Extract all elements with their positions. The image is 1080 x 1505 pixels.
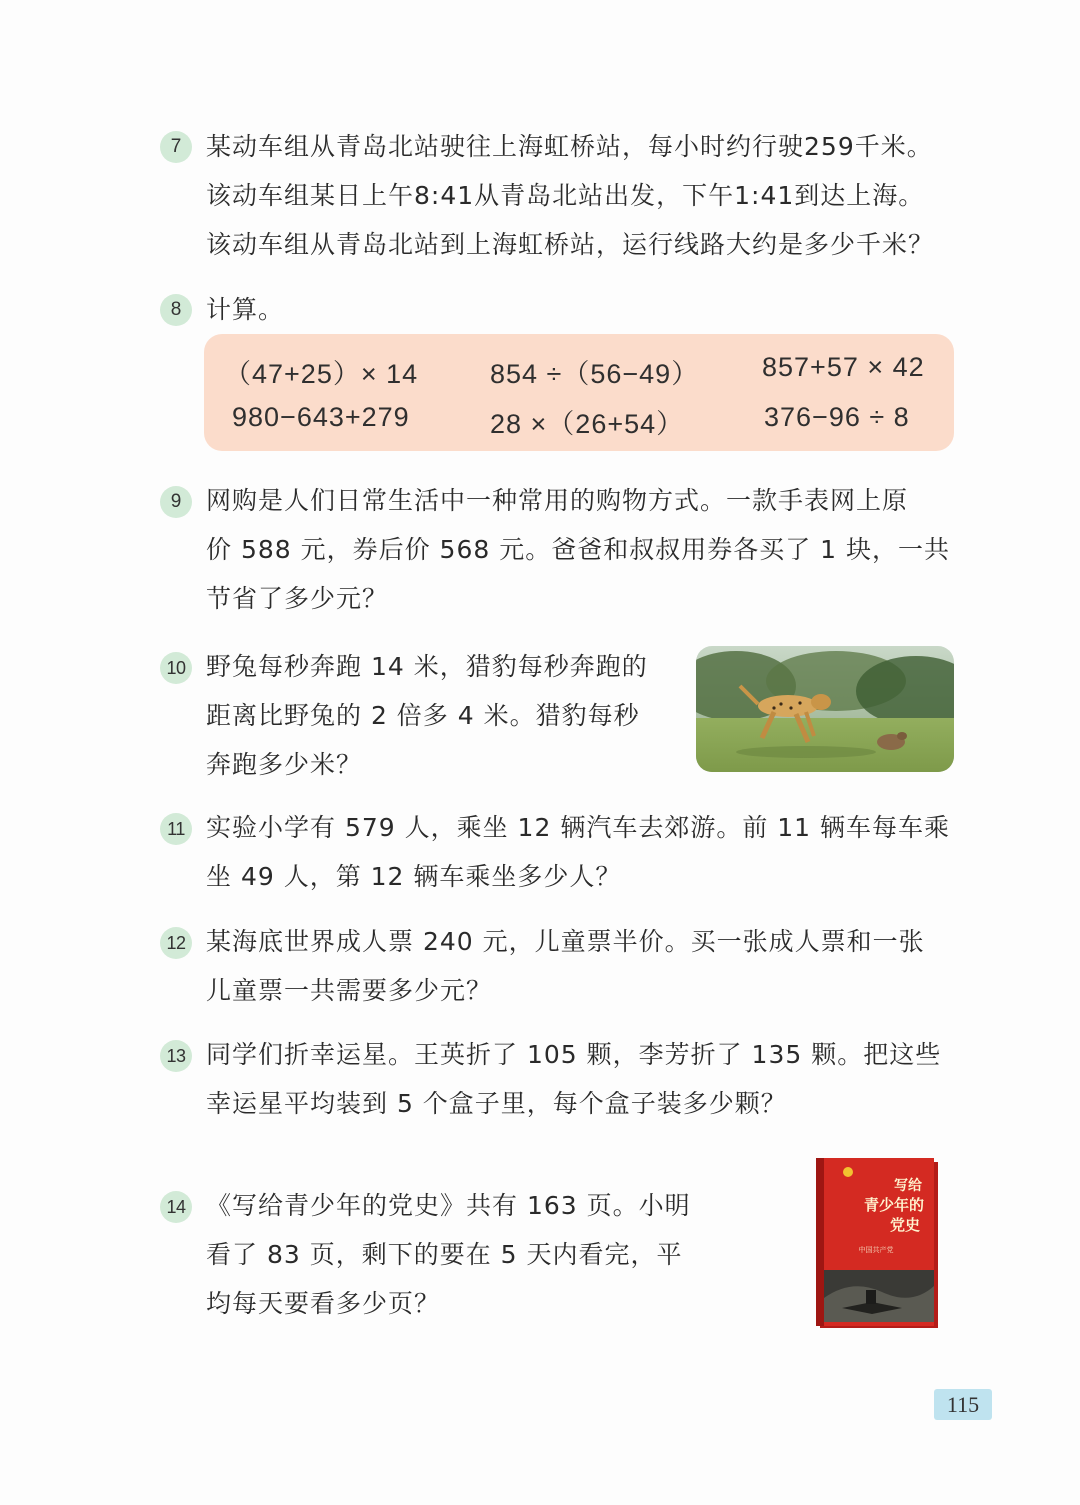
book-title-line: 党史 bbox=[889, 1216, 920, 1234]
cheetah-rabbit-photo bbox=[696, 646, 954, 772]
problem-number: 9 bbox=[160, 486, 192, 518]
text-line: 均每天要看多少页？ bbox=[206, 1289, 441, 1318]
problem-number: 13 bbox=[160, 1040, 192, 1072]
text-line: 儿童票一共需要多少元？ bbox=[206, 976, 493, 1005]
text-line: 该动车组某日上午8:41从青岛北站出发，下午1:41到达上海。 bbox=[206, 181, 925, 210]
text-line: 某海底世界成人票 240 元，儿童票半价。买一张成人票和一张 bbox=[206, 927, 925, 956]
text-line: 距离比野兔的 2 倍多 4 米。猎豹每秒 bbox=[206, 701, 640, 730]
problem-text bbox=[206, 642, 648, 789]
text-line: 网购是人们日常生活中一种常用的购物方式。一款手表网上原 bbox=[206, 486, 909, 515]
problem-number: 8 bbox=[160, 294, 192, 326]
text-line: 实验小学有 579 人，乘坐 12 辆汽车去郊游。前 11 辆车每车乘 bbox=[206, 813, 951, 842]
calculation-item: 857+57 × 42 bbox=[762, 352, 925, 382]
book-title-line: 青少年的 bbox=[863, 1196, 924, 1214]
text-line: 奔跑多少米？ bbox=[206, 750, 363, 779]
calculation-item: 376−96 ÷ 8 bbox=[764, 402, 910, 432]
problem-number: 12 bbox=[160, 927, 192, 959]
text-line: 看了 83 页，剩下的要在 5 天内看完，平 bbox=[206, 1240, 683, 1269]
calculation-item: 980−643+279 bbox=[232, 402, 410, 432]
calculation-box bbox=[204, 334, 954, 451]
problem-text bbox=[206, 476, 950, 623]
book-title-line: 写给 bbox=[894, 1178, 922, 1194]
calculation-item: 28 ×（26+54） bbox=[490, 409, 685, 439]
text-line: 坐 49 人，第 12 辆车乘坐多少人？ bbox=[206, 862, 622, 891]
calculation-item: （47+25）× 14 bbox=[224, 359, 419, 389]
book-subtitle: 中国共产党 bbox=[858, 1246, 894, 1254]
problem-text bbox=[206, 803, 950, 901]
text-line: 野兔每秒奔跑 14 米，猎豹每秒奔跑的 bbox=[206, 652, 648, 681]
problem-text bbox=[206, 1030, 941, 1128]
text-line: 价 588 元，券后价 568 元。爸爸和叔叔用券各买了 1 块，一共 bbox=[206, 535, 951, 564]
problem-number: 14 bbox=[160, 1191, 192, 1223]
problem-number: 11 bbox=[160, 813, 192, 845]
page-number-badge: 115 bbox=[934, 1389, 992, 1420]
text-line: 计算。 bbox=[206, 295, 285, 324]
text-line: 《写给青少年的党史》共有 163 页。小明 bbox=[206, 1191, 691, 1220]
problem-text bbox=[206, 285, 284, 334]
problem-text bbox=[206, 1181, 691, 1328]
text-line: 节省了多少元？ bbox=[206, 584, 389, 613]
text-line: 该动车组从青岛北站到上海虹桥站，运行线路大约是多少千米？ bbox=[206, 230, 935, 259]
problem-text bbox=[206, 917, 925, 1015]
text-line: 某动车组从青岛北站驶往上海虹桥站，每小时约行驶259千米。 bbox=[206, 132, 933, 161]
text-line: 幸运星平均装到 5 个盒子里，每个盒子装多少颗？ bbox=[206, 1089, 787, 1118]
text-line: 同学们折幸运星。王英折了 105 颗，李芳折了 135 颗。把这些 bbox=[206, 1040, 942, 1069]
problem-text bbox=[206, 122, 934, 269]
problem-number: 10 bbox=[160, 652, 192, 684]
problem-number: 7 bbox=[160, 131, 192, 163]
party-history-book-cover bbox=[812, 1158, 940, 1330]
calculation-item: 854 ÷（56−49） bbox=[490, 359, 700, 389]
